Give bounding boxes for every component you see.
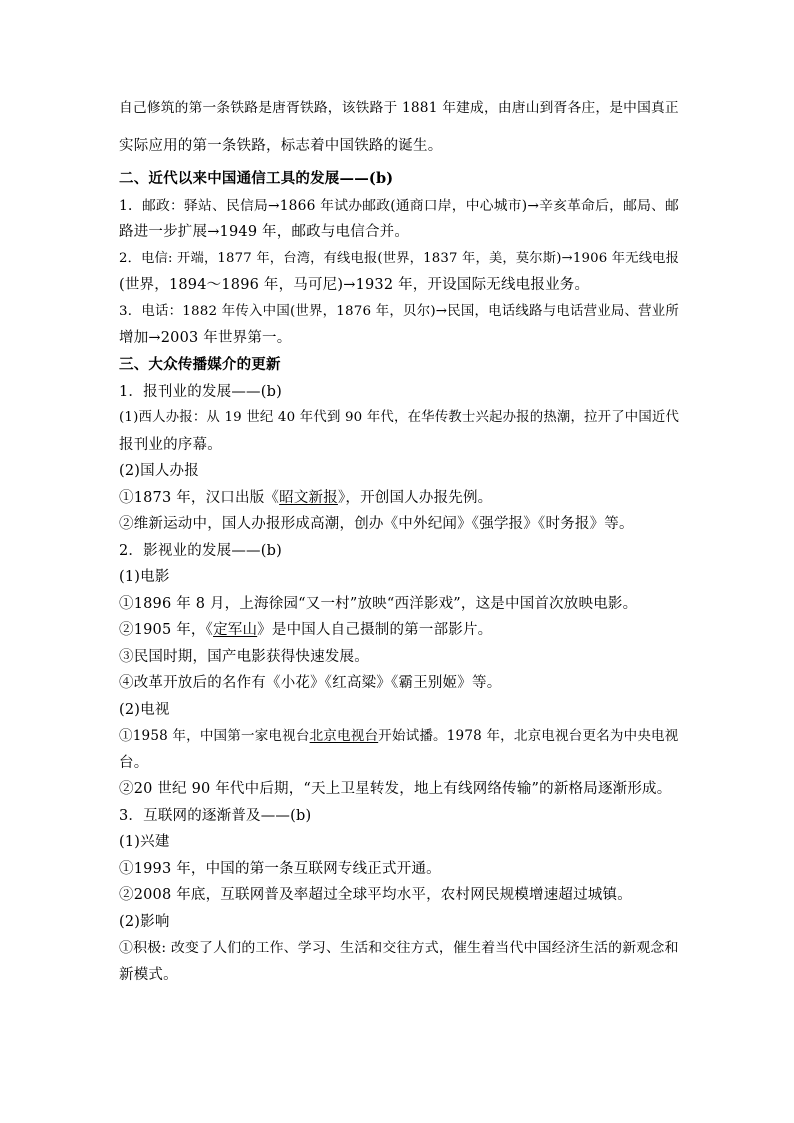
text-line: (1)电影 [119,569,170,585]
text-line: 台。 [119,755,149,771]
text-line: 路进一步扩展→1949 年，邮政与电信合并。 [119,224,410,240]
text-line: ①积极: 改变了人们的工作、学习、生活和交往方式，催生着当代中国经济生活的新观念和 [119,940,679,956]
text-line: ③民国时期，国产电影获得快速发展。 [119,649,369,665]
section-heading: 二、近代以来中国通信工具的发展——(b) [119,170,394,187]
text-line: (2)国人办报 [119,463,199,479]
text-line: 增加→2003 年世界第一。 [119,330,292,346]
text-line: 2．影视业的发展——(b) [119,543,282,559]
text-segment: 》是中国人自己摄制的第一部影片。 [257,622,493,638]
text-line [119,620,492,640]
text-segment: ①1958 年，中国第一家电视台 [119,728,310,744]
text-line: 报刊业的序幕。 [119,437,222,453]
text-line: 自己修筑的第一条铁路是唐胥铁路，该铁路于 1881 年建成，由唐山到胥各庄，是中国真正 [119,100,679,116]
text-line: ①1993 年，中国的第一条互联网专线正式开通。 [119,861,441,877]
underlined-term: 定军山 [213,622,258,638]
text-line: 1．报刊业的发展——(b) [119,384,282,400]
text-line: 实际应用的第一条铁路，标志着中国铁路的诞生。 [119,138,443,154]
text-line: (1)兴建 [119,834,170,850]
text-line: 2．电信: 开端，1877 年，台湾，有线电报(世界，1837 年，美，莫尔斯)→1906 年无线电报 [119,251,680,266]
text-segment: ②1905 年，《 [119,622,214,638]
text-line [119,726,678,746]
section-heading: 三、大众传播媒介的更新 [119,356,281,373]
text-line: 3．互联网的逐渐普及——(b) [119,808,312,824]
text-line: ②20 世纪 90 年代中后期，“天上卫星转发，地上有线网络传输”的新格局逐渐形成。 [119,781,672,797]
text-line: (2)影响 [119,914,170,930]
text-line [119,488,492,508]
text-line: 3．电话：1882 年传入中国(世界，1876 年，贝尔)→民国，电话线路与电话营业局、营业所 [119,304,680,319]
text-segment: 开始试播。1978 年，北京电视台更名为中央电视 [378,728,679,744]
underlined-term: 北京电视台 [309,728,379,744]
text-line: ②2008 年底，互联网普及率超过全球平均水平，农村网民规模增速超过城镇。 [119,887,632,903]
text-line: ④改革开放后的名作有《小花》《红高粱》《霸王别姬》等。 [119,675,502,691]
text-line: (1)西人办报：从 19 世纪 40 年代到 90 年代，在华传教士兴起办报的热潮，拉开了中国近代 [119,410,680,425]
text-line: (2)电视 [119,702,170,718]
text-line: 新模式。 [119,967,178,983]
text-segment: 》，开创国人办报先例。 [337,490,493,506]
text-line: ①1896 年 8 月，上海徐园“又一村”放映“西洋影戏”，这是中国首次放映电影。 [119,596,638,612]
text-segment: ①1873 年，汉口出版《 [119,490,280,506]
text-line: (世界，1894～1896 年，马可尼)→1932 年，开设国际无线电报业务。 [119,277,590,293]
underlined-term: 昭文新报 [279,490,338,506]
text-line: ②维新运动中，国人办报形成高潮，创办《中外纪闻》《强学报》《时务报》等。 [119,516,634,532]
text-line: 1．邮政：驿站、民信局→1866 年试办邮政(通商口岸，中心城市)→辛亥革命后，邮局、邮 [119,198,680,214]
